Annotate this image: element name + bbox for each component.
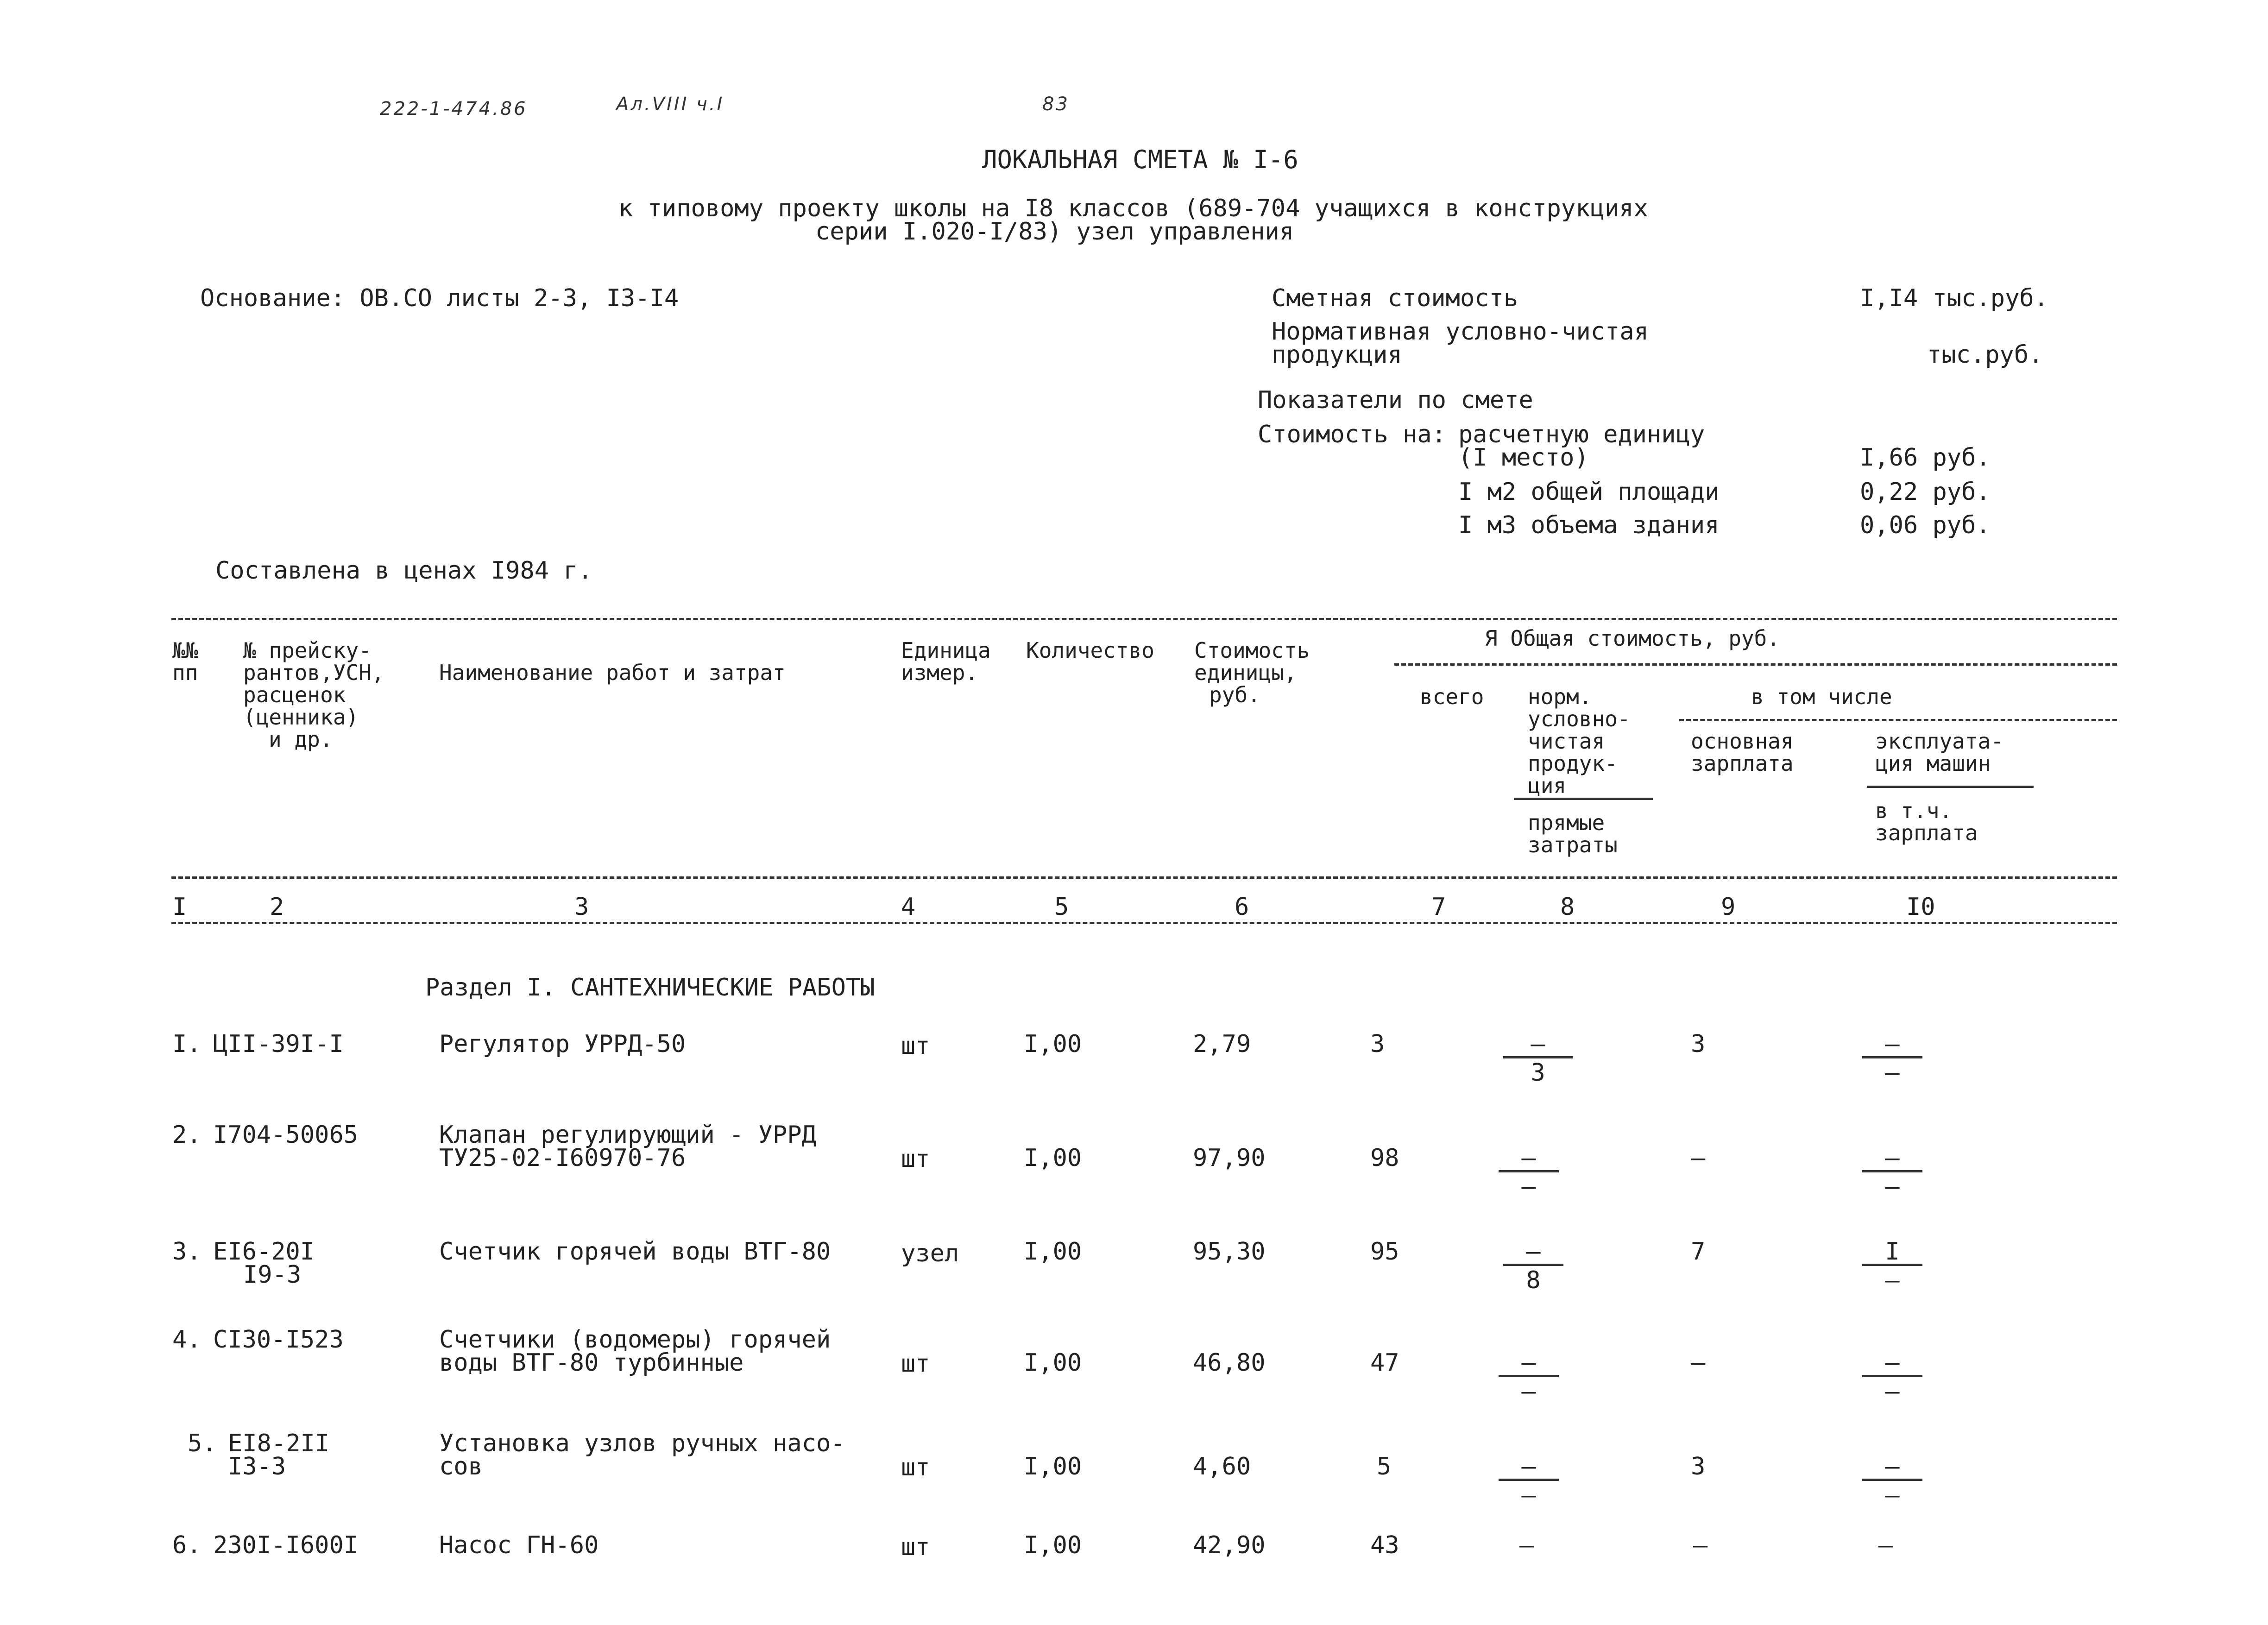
row-unit: шт xyxy=(901,1350,930,1378)
col2-header-line-5: и др. xyxy=(269,727,333,752)
normative-value: тыс.руб. xyxy=(1927,341,2043,369)
col4-header-line-1: Единица xyxy=(901,638,991,663)
column-numbers-divider xyxy=(171,922,2117,924)
row-unit: шт xyxy=(901,1145,930,1173)
column-number-4: 4 xyxy=(901,893,916,921)
row-col10-salary: – xyxy=(1885,1481,1900,1509)
estimate-subtitle-line-1: к типовому проекту школы на I8 классов (689-704 учащихся в конструкциях xyxy=(618,195,1648,222)
col8-subheader-line-2: затраты xyxy=(1528,832,1618,857)
row-name: Регулятор УРРД-50 xyxy=(439,1030,686,1058)
col8-header-underline xyxy=(1514,798,1653,800)
col2-header-line-1: № прейску- xyxy=(243,638,372,663)
row-col8-value: – xyxy=(1526,1238,1541,1266)
col2-header-line-2: рантов,УСН, xyxy=(243,660,384,685)
page-number: 83 xyxy=(1042,94,1070,115)
col8-header-line-4: продук- xyxy=(1528,751,1618,776)
row-col10-fraction xyxy=(1862,1146,1922,1202)
row-col8-direct-costs: – xyxy=(1521,1378,1536,1405)
row-name-line-1: Установка узлов ручных насо- xyxy=(439,1430,845,1457)
row-quantity: I,00 xyxy=(1024,1531,1082,1559)
row-col8-value: – xyxy=(1519,1531,1534,1559)
row-col8-direct-costs: – xyxy=(1521,1173,1536,1201)
col9-header-line-1: основная xyxy=(1691,729,1794,754)
row-col9-salary: 3 xyxy=(1691,1453,1706,1480)
prices-note: Составлена в ценах I984 г. xyxy=(215,557,592,585)
column-number-2: 2 xyxy=(270,893,284,921)
col1-header-line-1: №№ xyxy=(172,638,198,663)
document-code: 222-1-474.86 xyxy=(380,98,528,120)
row-total: 5 xyxy=(1377,1453,1392,1480)
row-number: 2. xyxy=(172,1121,202,1149)
row-col8-value: – xyxy=(1521,1144,1536,1172)
col5-header: Количество xyxy=(1026,638,1154,663)
col8-header-line-1: норм. xyxy=(1528,684,1592,709)
table-top-divider xyxy=(171,618,2117,620)
column-number-1: I xyxy=(172,893,187,921)
indicators-label: Показатели по смете xyxy=(1258,386,1533,414)
row-total: 3 xyxy=(1370,1030,1385,1058)
row-name-line-2: ТУ25-02-I60970-76 xyxy=(439,1144,686,1172)
row-col8-direct-costs: – xyxy=(1521,1481,1536,1509)
column-number-7: 7 xyxy=(1431,893,1446,921)
row-unit: шт xyxy=(901,1454,930,1481)
col6-header-line-3: руб. xyxy=(1209,682,1260,707)
col10-header-underline xyxy=(1867,786,2034,788)
row-col10-value: – xyxy=(1885,1144,1900,1172)
row-col10-salary: – xyxy=(1885,1059,1900,1087)
col10-subheader-line-1: в т.ч. xyxy=(1875,798,1953,823)
col7-header: всего xyxy=(1420,684,1484,709)
row-col10-value: – xyxy=(1885,1030,1900,1058)
unit-label-line-1: расчетную единицу xyxy=(1458,421,1705,448)
album-reference: Ал.VIII ч.I xyxy=(616,94,724,115)
row-code: СI30-I523 xyxy=(213,1326,344,1354)
row-name-line-2: воды ВТГ-80 турбинные xyxy=(439,1349,744,1377)
row-col8-fraction xyxy=(1503,1032,1573,1088)
row-col8-value: – xyxy=(1521,1349,1536,1377)
row-col9-salary: – xyxy=(1693,1531,1708,1559)
column-number-9: 9 xyxy=(1721,893,1736,921)
row-unit: шт xyxy=(901,1533,930,1561)
row-col10-fraction xyxy=(1862,1351,1922,1406)
estimated-cost-label: Сметная стоимость xyxy=(1272,284,1518,312)
row-unit: узел xyxy=(901,1240,959,1267)
col2-header-line-3: расценок xyxy=(243,682,346,707)
row-name-line-2: сов xyxy=(439,1453,483,1480)
estimate-subtitle-line-2: серии I.020-I/83) узел управления xyxy=(815,218,1294,246)
normative-label-line-1: Нормативная условно-чистая xyxy=(1272,318,1649,346)
volume-label: I м3 объема здания xyxy=(1458,511,1720,539)
including-header: в том числе xyxy=(1751,684,1892,709)
cost-for-label: Стоимость на: xyxy=(1258,421,1446,448)
col8-header-line-2: условно- xyxy=(1528,706,1631,731)
row-col8-direct-costs: 8 xyxy=(1526,1266,1541,1294)
fraction-bar xyxy=(1503,1264,1563,1266)
row-number: 5. xyxy=(188,1430,217,1457)
row-code-line-2: I9-3 xyxy=(243,1261,302,1289)
row-col8-value: – xyxy=(1531,1030,1545,1058)
row-col8-fraction xyxy=(1503,1240,1563,1295)
row-col10-fraction xyxy=(1862,1240,1922,1295)
col6-header-line-1: Стоимость xyxy=(1194,638,1310,663)
table-header-bottom-divider xyxy=(171,876,2117,879)
fraction-bar xyxy=(1503,1056,1573,1058)
fraction-bar xyxy=(1862,1170,1922,1172)
total-cost-divider xyxy=(1394,663,2117,666)
col8-header-line-5: ция xyxy=(1528,773,1567,798)
fraction-bar xyxy=(1499,1479,1559,1481)
row-code-line-1: ЕI8-2II xyxy=(228,1430,330,1457)
row-unit-price: 97,90 xyxy=(1193,1144,1266,1172)
row-col9-salary: – xyxy=(1691,1144,1706,1172)
row-col10-fraction xyxy=(1862,1455,1922,1510)
col10-header-line-2: ция машин xyxy=(1875,751,1991,776)
col1-header-line-2: пп xyxy=(172,660,198,685)
row-unit: шт xyxy=(901,1032,930,1060)
column-number-10: I0 xyxy=(1906,893,1935,921)
row-name-line-1: Клапан регулирующий - УРРД xyxy=(439,1121,816,1149)
row-code-line-2: I3-3 xyxy=(228,1453,286,1480)
column-number-5: 5 xyxy=(1054,893,1069,921)
row-quantity: I,00 xyxy=(1024,1030,1082,1058)
row-quantity: I,00 xyxy=(1024,1349,1082,1377)
row-col9-salary: 3 xyxy=(1691,1030,1706,1058)
row-col10-value: – xyxy=(1885,1349,1900,1377)
row-col8-fraction xyxy=(1499,1455,1559,1510)
fraction-bar xyxy=(1862,1264,1922,1266)
col8-header-line-3: чистая xyxy=(1528,729,1605,754)
row-number: I. xyxy=(172,1030,202,1058)
row-col10-salary: – xyxy=(1885,1378,1900,1405)
including-divider xyxy=(1679,719,2117,721)
fraction-bar xyxy=(1499,1375,1559,1377)
row-code: I704-50065 xyxy=(213,1121,359,1149)
row-number: 6. xyxy=(172,1531,202,1559)
normative-label-line-2: продукция xyxy=(1272,341,1402,369)
column-number-6: 6 xyxy=(1235,893,1249,921)
row-quantity: I,00 xyxy=(1024,1238,1082,1266)
row-total: 95 xyxy=(1370,1238,1399,1266)
column-number-3: 3 xyxy=(574,893,589,921)
estimate-title: ЛОКАЛЬНАЯ СМЕТА № I-6 xyxy=(982,145,1298,174)
section-title: Раздел I. САНТЕХНИЧЕСКИЕ РАБОТЫ xyxy=(425,974,875,1001)
col10-subheader-line-2: зарплата xyxy=(1875,820,1978,845)
row-unit-price: 2,79 xyxy=(1193,1030,1251,1058)
row-col10-value: – xyxy=(1885,1453,1900,1480)
unit-value: I,66 руб. xyxy=(1860,444,1991,472)
unit-label-line-2: (I место) xyxy=(1458,444,1589,472)
row-col10-salary: – xyxy=(1885,1266,1900,1294)
fraction-bar xyxy=(1499,1170,1559,1172)
column-number-8: 8 xyxy=(1560,893,1575,921)
row-code: ЦII-39I-I xyxy=(213,1030,344,1058)
area-label: I м2 общей площади xyxy=(1458,478,1720,506)
total-cost-header: Я Общая стоимость, руб. xyxy=(1485,626,1780,651)
row-col9-salary: – xyxy=(1691,1349,1706,1377)
row-col9-salary: 7 xyxy=(1691,1238,1706,1266)
col2-header-line-4: (ценника) xyxy=(243,705,359,730)
col6-header-line-2: единицы, xyxy=(1194,660,1297,685)
row-name-line-1: Счетчики (водомеры) горячей xyxy=(439,1326,831,1354)
col9-header-line-2: зарплата xyxy=(1691,751,1794,776)
row-total: 47 xyxy=(1370,1349,1399,1377)
col3-header: Наименование работ и затрат xyxy=(439,660,786,685)
fraction-bar xyxy=(1862,1056,1922,1058)
row-col10-salary: – xyxy=(1885,1173,1900,1201)
basis-text: Основание: ОВ.СО листы 2-3, I3-I4 xyxy=(200,284,679,312)
row-col10-fraction xyxy=(1862,1032,1922,1088)
row-total: 98 xyxy=(1370,1144,1399,1172)
row-col10-value: I xyxy=(1885,1238,1900,1266)
row-quantity: I,00 xyxy=(1024,1144,1082,1172)
row-unit-price: 95,30 xyxy=(1193,1238,1266,1266)
row-code: 230I-I600I xyxy=(213,1531,359,1559)
row-col8-fraction xyxy=(1499,1146,1559,1202)
row-name: Счетчик горячей воды ВТГ-80 xyxy=(439,1238,831,1266)
volume-value: 0,06 руб. xyxy=(1860,511,1991,539)
row-col10-value: – xyxy=(1878,1531,1893,1559)
col10-header-line-1: эксплуата- xyxy=(1875,729,2003,754)
row-unit-price: 4,60 xyxy=(1193,1453,1251,1480)
col8-subheader-line-1: прямые xyxy=(1528,810,1605,835)
row-number: 4. xyxy=(172,1326,202,1354)
area-value: 0,22 руб. xyxy=(1860,478,1991,506)
row-quantity: I,00 xyxy=(1024,1453,1082,1480)
col4-header-line-2: измер. xyxy=(901,660,978,685)
row-code-line-1: ЕI6-20I xyxy=(213,1238,315,1266)
fraction-bar xyxy=(1862,1479,1922,1481)
row-unit-price: 42,90 xyxy=(1193,1531,1266,1559)
fraction-bar xyxy=(1862,1375,1922,1377)
row-name: Насос ГН-60 xyxy=(439,1531,599,1559)
row-unit-price: 46,80 xyxy=(1193,1349,1266,1377)
row-total: 43 xyxy=(1370,1531,1399,1559)
row-number: 3. xyxy=(172,1238,202,1266)
estimated-cost-value: I,I4 тыс.руб. xyxy=(1860,284,2048,312)
row-col8-direct-costs: 3 xyxy=(1531,1059,1545,1087)
row-col8-fraction xyxy=(1499,1351,1559,1406)
row-col8-value: – xyxy=(1521,1453,1536,1480)
